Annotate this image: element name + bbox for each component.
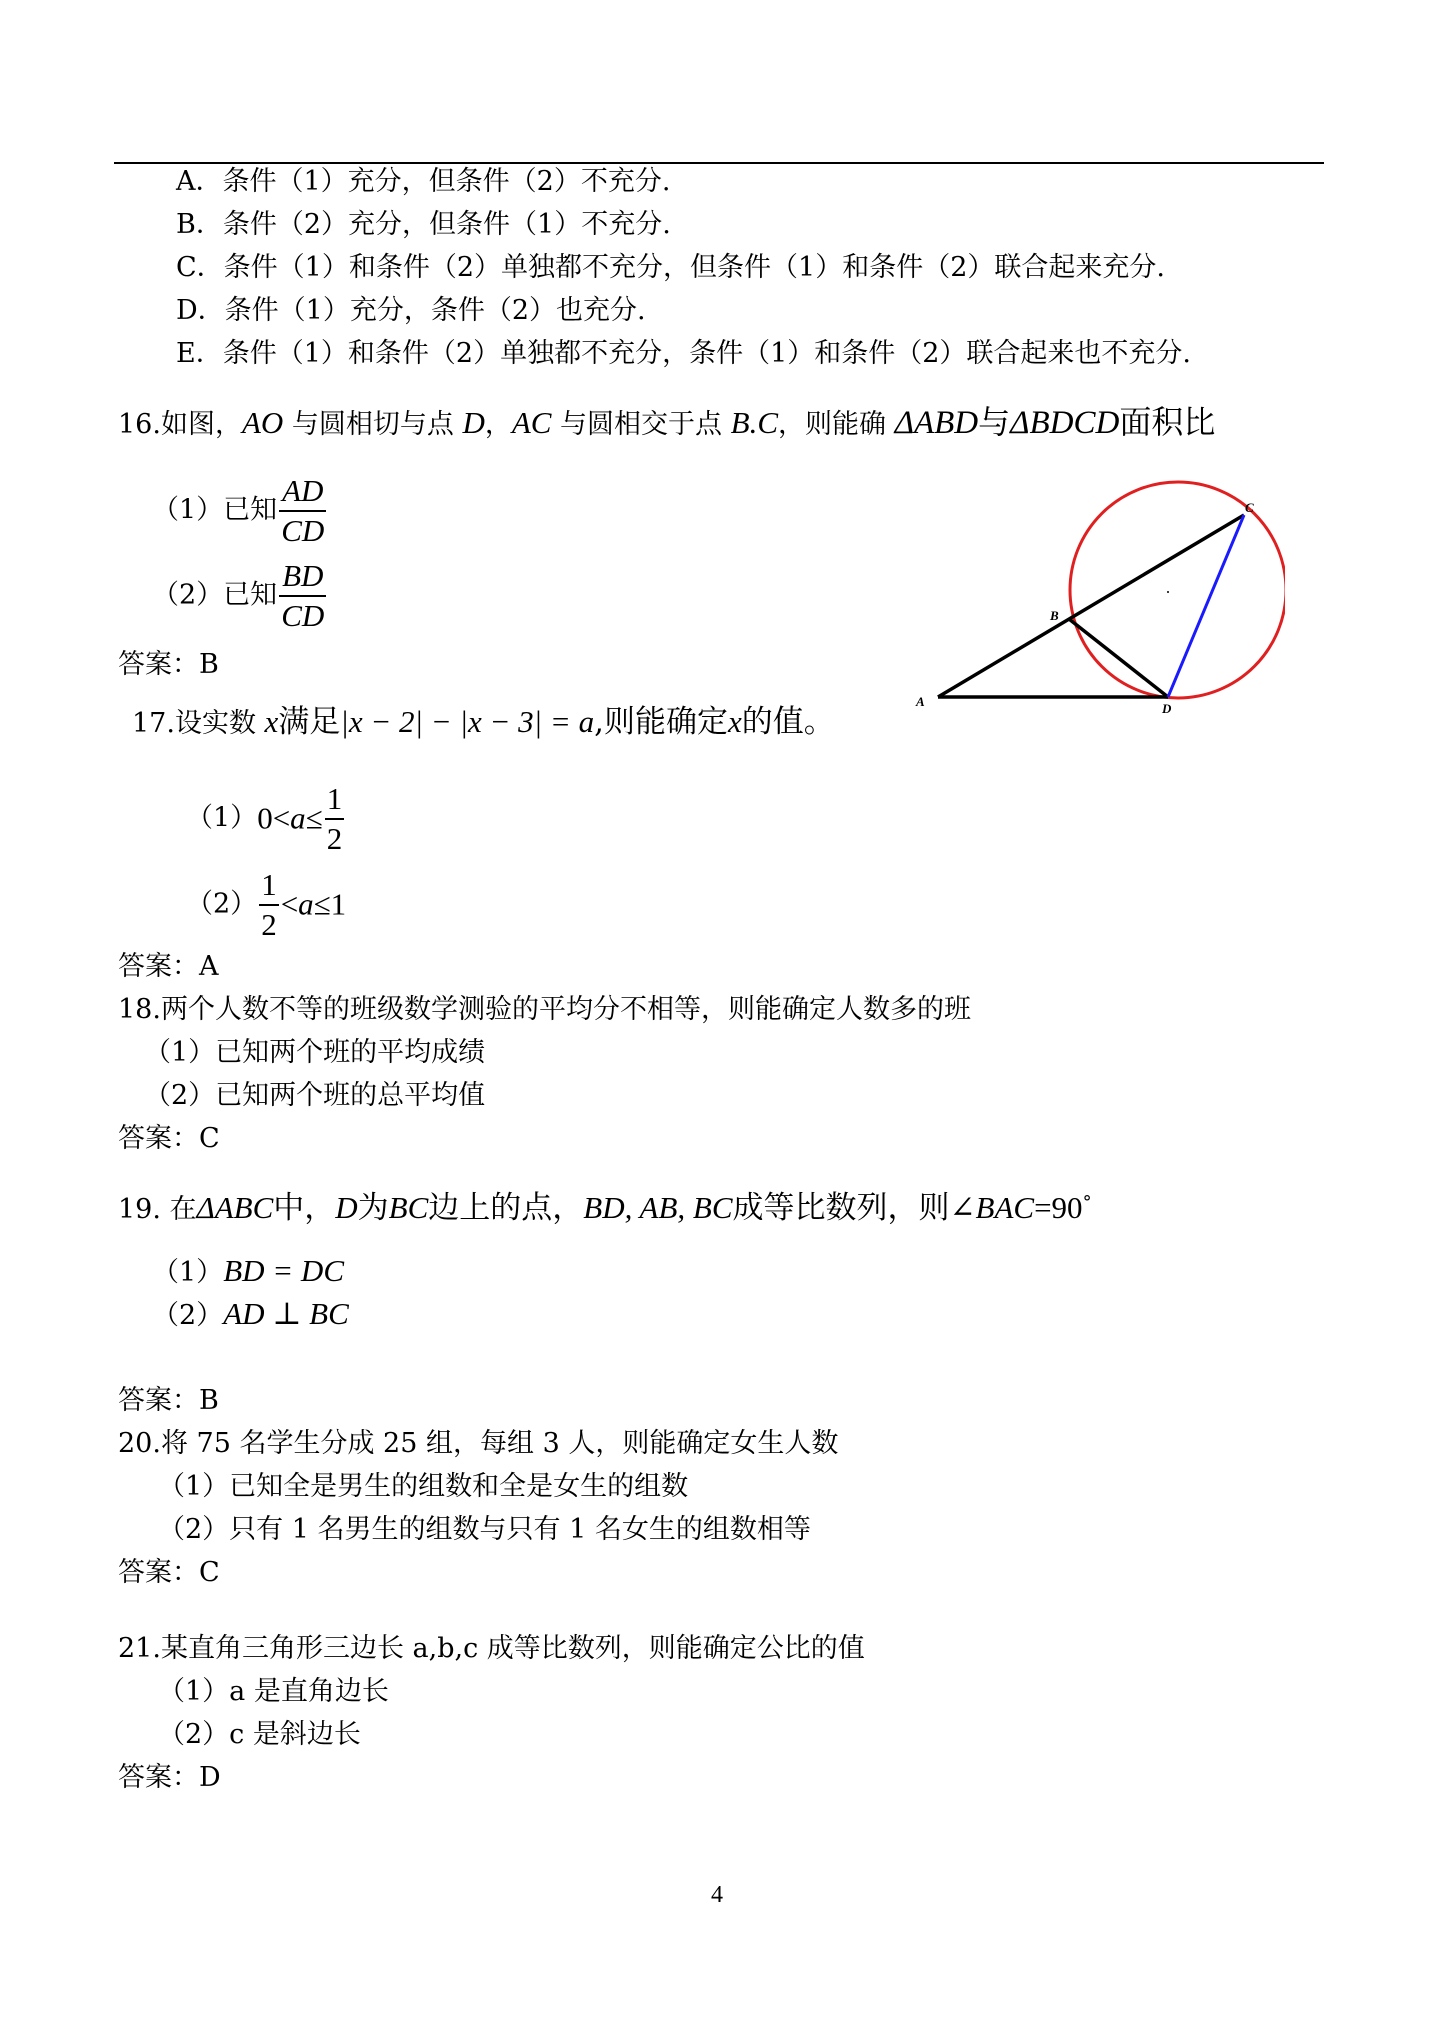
question-17-condition-1: （1）0<a≤ $\frac{1}{2}$ [186,780,343,856]
label-b: B [1050,608,1059,623]
option-a: A．条件（1）充分，但条件（2）不充分. [176,166,671,197]
question-17-condition-2: （2） $\frac{1}{2}$ <a≤1 [186,866,347,942]
question-18-stem: 18.两个人数不等的班级数学测验的平均分不相等，则能确定人数多的班 [118,994,971,1025]
page-number: 4 [711,1882,723,1908]
fraction: $\frac{AD}{CD}$ [281,472,325,548]
question-19-answer: 答案：B [118,1385,219,1416]
option-c: C．条件（1）和条件（2）单独都不充分，但条件（1）和条件（2）联合起来充分. [176,252,1165,283]
option-d: D．条件（1）充分，条件（2）也充分. [176,295,646,326]
question-19-stem: 19. 在ΔABC中，D为BC边上的点，BD, AB, BC成等比数列，则∠BAC=90° [118,1190,1092,1226]
question-16-condition-1: （1）已知 $\frac{AD}{CD}$ [152,472,325,548]
question-21-answer: 答案：D [118,1762,221,1793]
question-21-stem: 21.某直角三角形三边长 a,b,c 成等比数列，则能确定公比的值 [118,1633,865,1664]
label-a: A [916,694,925,709]
label-d: D [1162,701,1172,716]
question-21-condition-1: （1）a 是直角边长 [158,1676,389,1707]
question-20-answer: 答案：C [118,1557,220,1588]
question-18-condition-1: （1）已知两个班的平均成绩 [144,1037,486,1068]
label-c: C [1245,500,1254,515]
question-20-stem: 20.将 75 名学生分成 25 组，每组 3 人，则能确定女生人数 [118,1428,839,1459]
question-16-stem: 16.如图，AO 与圆相切与点 D，AC 与圆相交于点 B.C，则能确 ΔABD与ΔBDCD面积比 [118,403,1216,441]
fraction: $\frac{1}{2}$ [326,780,343,856]
fraction: $\frac{1}{2}$ [261,866,277,942]
fraction: $\frac{BD}{CD}$ [281,557,325,633]
question-21-condition-2: （2）c 是斜边长 [158,1719,361,1750]
math-expression: |x − 2| − |x − 3| = a [340,704,595,739]
question-19-condition-1: （1）BD = DC [152,1253,344,1288]
question-16-answer: 答案：B [118,649,219,680]
option-e: E．条件（1）和条件（2）单独都不充分，条件（1）和条件（2）联合起来也不充分. [176,338,1192,369]
question-17-stem: 17.设实数 x满足|x − 2| − |x − 3| = a,则能确定x的值。 [132,704,835,740]
question-19-condition-2: （2）AD ⊥ BC [152,1296,349,1331]
header-rule [114,162,1324,164]
question-18-condition-2: （2）已知两个班的总平均值 [144,1080,486,1111]
question-20-condition-1: （1）已知全是男生的组数和全是女生的组数 [158,1471,689,1502]
question-17-answer: 答案：A [118,951,219,982]
question-16-condition-2: （2）已知 $\frac{BD}{CD}$ [152,557,325,633]
question-18-answer: 答案：C [118,1123,220,1154]
question-20-condition-2: （2）只有 1 名男生的组数与只有 1 名女生的组数相等 [158,1514,811,1545]
line-ac [938,515,1244,697]
line-cd [1168,515,1244,697]
geometry-figure [905,470,1285,730]
center-dot [1167,591,1169,593]
line-bd [1069,619,1168,697]
option-b: B．条件（2）充分，但条件（1）不充分. [176,209,671,240]
